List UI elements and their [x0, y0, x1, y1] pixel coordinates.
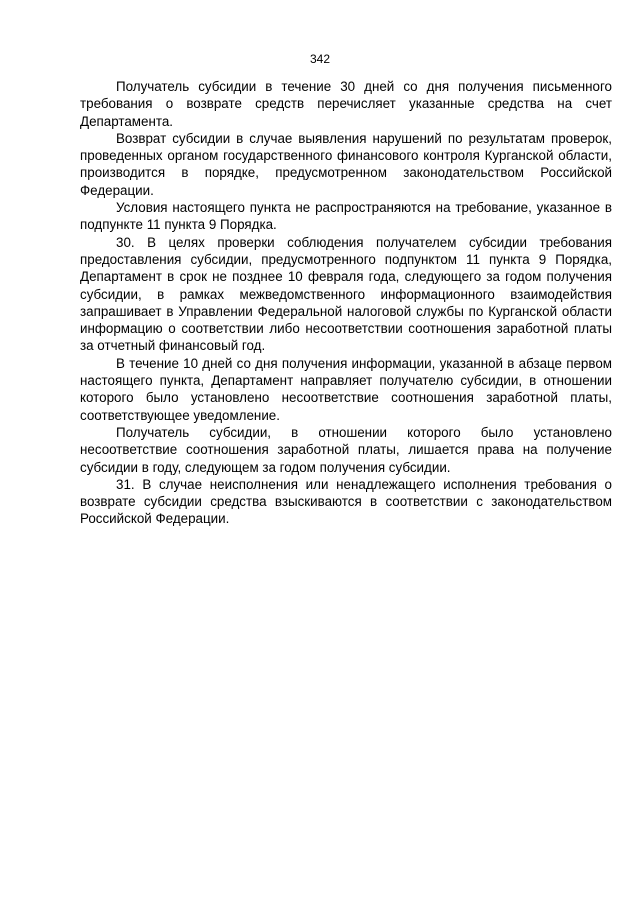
page-number: 342	[309, 52, 331, 66]
document-body	[80, 78, 612, 528]
paragraph-item-31: 31. В случае неисполнения или ненадлежащего исполнения требования о возврате субсидии средства взыскиваются в соответствии с законодательством Российской Федерации.	[80, 476, 612, 527]
paragraph-notification: В течение 10 дней со дня получения информации, указанной в абзаце первом настоящего пункта, Департамент направляет получателю субсидии, в отношении которого было установлено несоответствие соотношения заработной платы, соответствующее уведомление.	[80, 355, 612, 423]
paragraph-subsidy-return-term: Получатель субсидии в течение 30 дней со дня получения письменного требования о возврате средств перечисляет указанные средства на счет Департамента.	[80, 79, 612, 129]
paragraph-conditions-exception: Условия настоящего пункта не распространяются на требование, указанное в подпункте 11 пункта 9 Порядка.	[80, 200, 612, 233]
paragraph-subsidy-return-violations: Возврат субсидии в случае выявления нарушений по результатам проверок, проведенных органом государственного финансового контроля Курганской области, производится в порядке, предусмотренном законодательством Российской Федерации.	[80, 130, 612, 198]
paragraph-item-30: 30. В целях проверки соблюдения получателем субсидии требования предоставления субсидии, предусмотренного подпунктом 11 пункта 9 Порядка, Департамент в срок не позднее 10 февраля года, следующего за годом получения субсидии, в рамках межведомственного информационного взаимодействия запрашивает в Управлении Федеральной налоговой службы по Курганской области информацию о соответствии либо несоответствии соотношения заработной платы за отчетный финансовый год.	[80, 234, 612, 354]
paragraph-loss-of-right: Получатель субсидии, в отношении которого было установлено несоответствие соотношения заработной платы, лишается права на получение субсидии в году, следующем за годом получения субсидии.	[80, 424, 612, 475]
